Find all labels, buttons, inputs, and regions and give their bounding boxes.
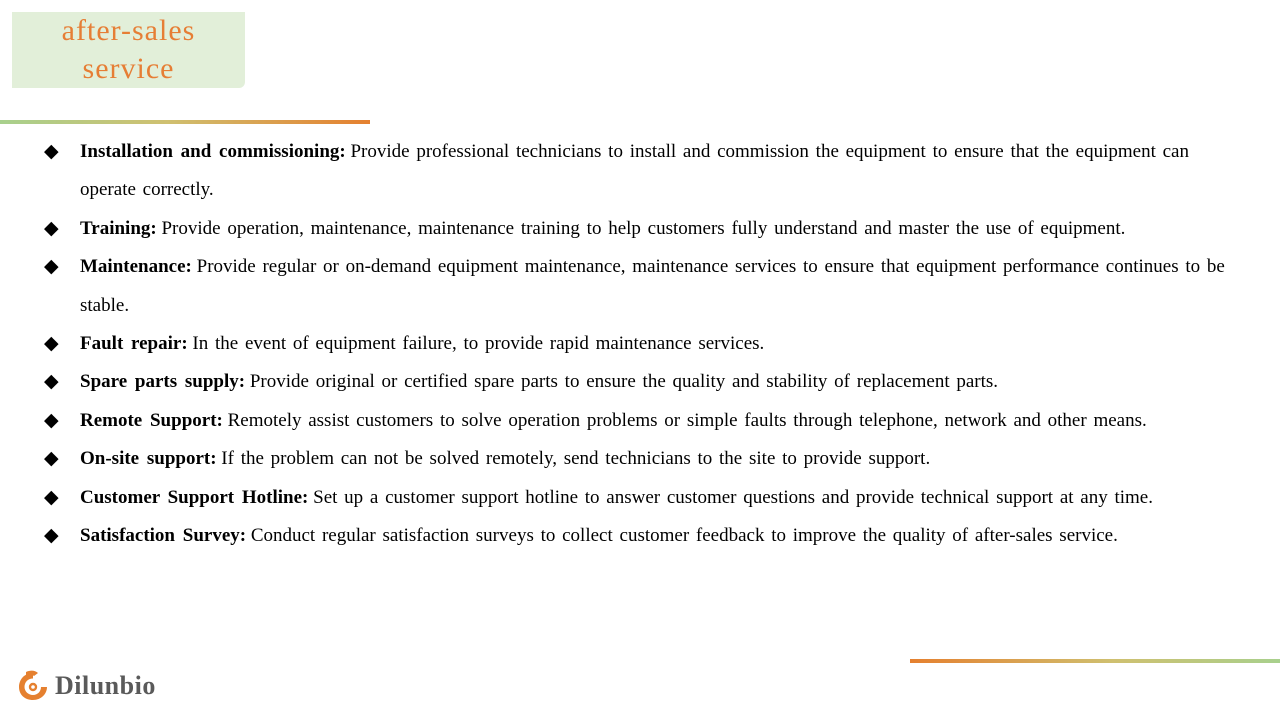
item-label: Customer Support Hotline: [80,486,309,508]
item-text: If the problem can not be solved remotely, send technicians to the site to provide support. [221,448,931,470]
bottom-divider [910,659,1280,663]
item-label: Satisfaction Survey: [80,525,247,547]
page-title: after-sales service [61,14,196,85]
item-text: Provide regular or on-demand equipment maintenance, maintenance services to ensure that equipment performance continues to be stable. [80,256,1225,316]
diamond-bullet-icon: ◆ [44,141,59,162]
item-text: Provide professional technicians to install and commission the equipment to ensure that the equipment can operate correctly. [80,141,1189,201]
service-list [44,133,1244,555]
item-text: Set up a customer support hotline to answer customer questions and provide technical support at any time. [313,486,1153,508]
list-item [44,402,1244,440]
item-label: Installation and commissioning: [80,141,346,162]
diamond-bullet-icon: ◆ [44,333,59,355]
dilunbio-logo-icon [16,669,50,703]
list-item [44,248,1244,325]
list-item [44,325,1244,363]
item-label: Maintenance: [80,256,192,278]
item-text: Provide original or certified spare parts to ensure the quality and stability of replacement parts. [249,371,999,393]
item-label: Remote Support: [80,409,223,431]
list-item [44,133,1244,210]
item-text: Conduct regular satisfaction surveys to collect customer feedback to improve the quality of after-sales service. [250,525,1118,547]
list-item [44,440,1244,478]
diamond-bullet-icon: ◆ [44,217,59,239]
item-text: Provide operation, maintenance, maintenance training to help customers fully understand and master the use of equipment. [161,217,1126,239]
logo-wordmark: Dilunbio [55,671,156,700]
diamond-bullet-icon: ◆ [44,525,59,547]
list-item [44,210,1244,248]
diamond-bullet-icon: ◆ [44,371,59,393]
item-label: Fault repair: [80,333,188,355]
item-label: Spare parts supply: [80,371,246,393]
diamond-bullet-icon: ◆ [44,486,59,508]
list-item [44,517,1244,555]
top-divider [0,120,370,124]
diamond-bullet-icon: ◆ [44,409,59,431]
item-text: Remotely assist customers to solve operation problems or simple faults through telephone, network and other means. [227,409,1147,431]
diamond-bullet-icon: ◆ [44,448,59,470]
list-item [44,479,1244,517]
list-item [44,363,1244,401]
item-label: On-site support: [80,448,217,470]
item-text: In the event of equipment failure, to provide rapid maintenance services. [192,333,765,355]
diamond-bullet-icon: ◆ [44,256,59,278]
title-banner [12,12,245,88]
item-label: Training: [80,217,157,239]
company-logo [16,666,156,706]
